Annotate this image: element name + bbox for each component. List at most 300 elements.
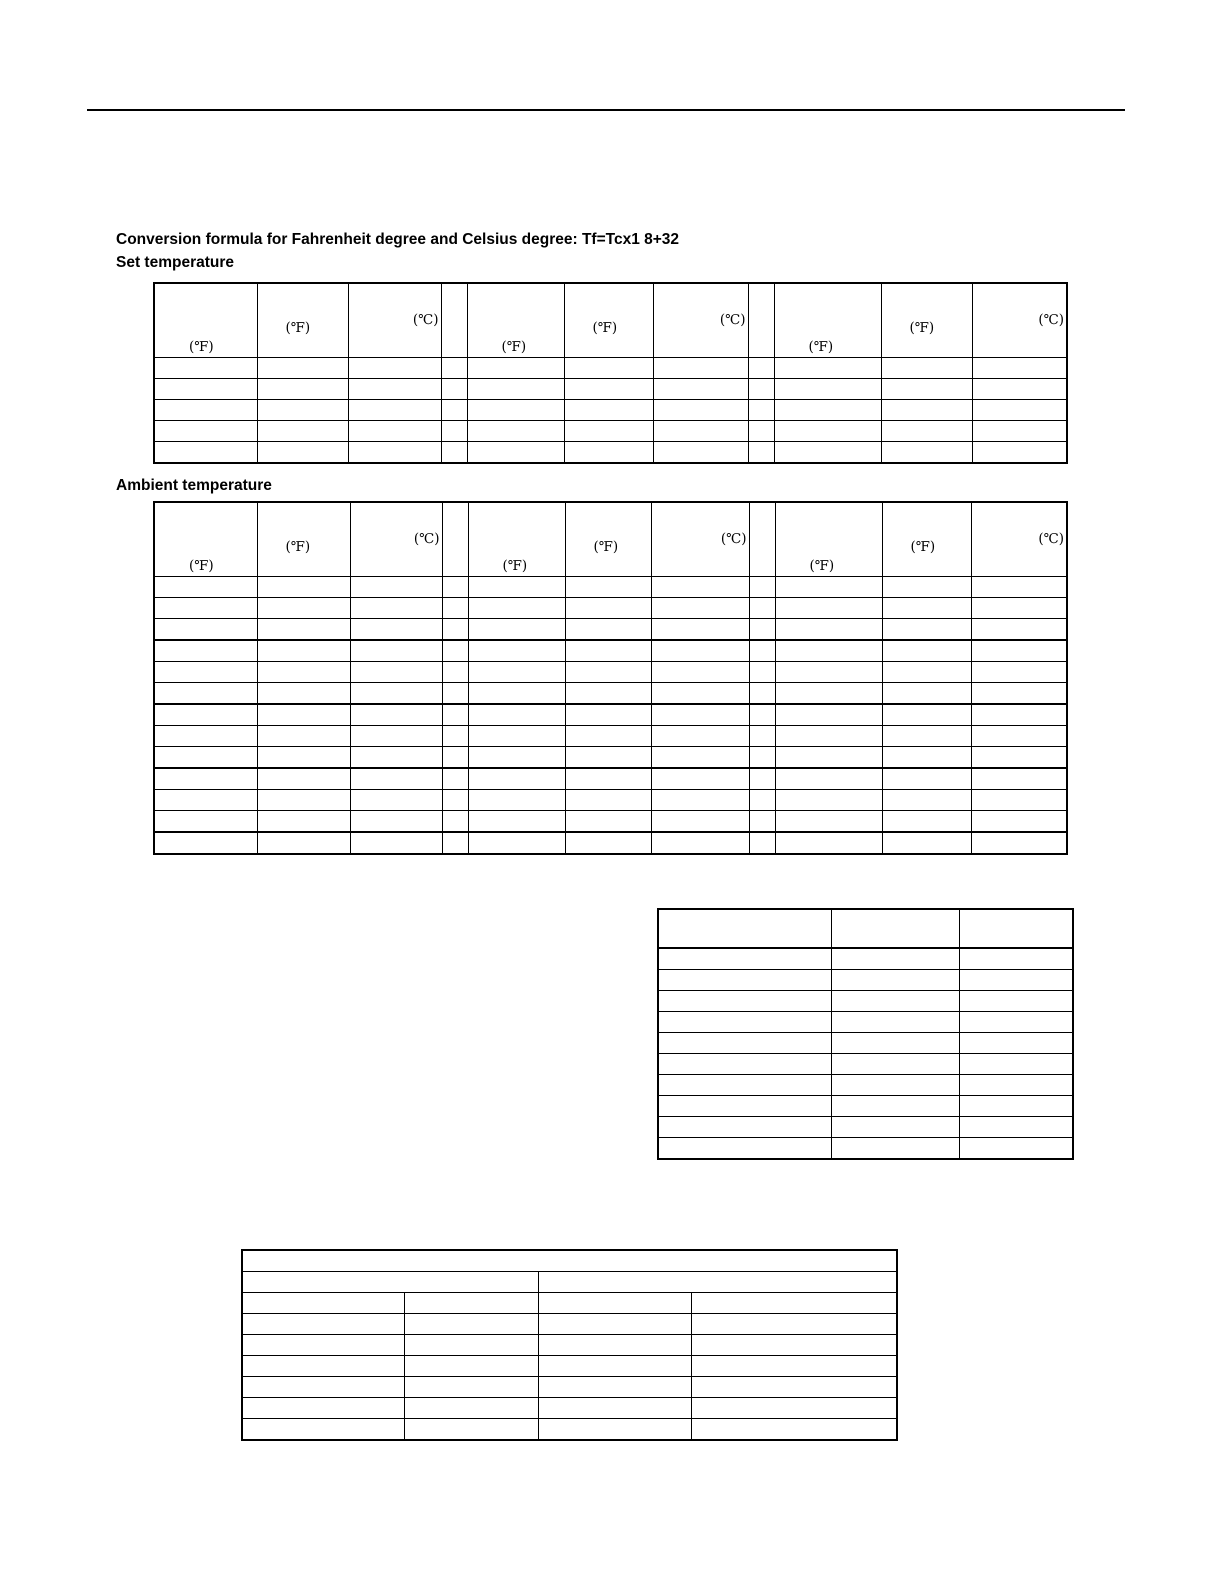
table-cell [257, 811, 350, 833]
table-cell [404, 1293, 538, 1314]
table-row [154, 379, 1067, 400]
table-cell [691, 1419, 897, 1441]
table-cell [257, 400, 348, 421]
table-cell [651, 811, 749, 833]
header-cell [154, 502, 257, 577]
table-cell [882, 832, 971, 854]
table-cell [467, 379, 564, 400]
column-gap [749, 726, 775, 747]
table-cell [468, 662, 565, 683]
table-cell [242, 1377, 404, 1398]
ambient-temperature-table [153, 501, 1068, 855]
table-cell [971, 598, 1067, 619]
header-cell [257, 502, 350, 577]
table-cell [468, 704, 565, 726]
table-cell [971, 704, 1067, 726]
column-gap [749, 704, 775, 726]
column-gap [441, 283, 467, 358]
table-cell [775, 662, 882, 683]
column-gap [749, 598, 775, 619]
table-cell [882, 811, 971, 833]
table-cell [971, 747, 1067, 769]
table-cell [831, 1012, 959, 1033]
header-cell [468, 502, 565, 577]
table-cell [658, 948, 831, 970]
column-gap [441, 358, 467, 379]
table-cell [348, 400, 441, 421]
table-cell [651, 598, 749, 619]
table-cell [691, 1314, 897, 1335]
table-cell [831, 1054, 959, 1075]
ambient-temperature-title: Ambient temperature [116, 477, 272, 494]
bottom-blank-table [241, 1249, 898, 1441]
column-gap [442, 811, 468, 833]
table-row [658, 948, 1073, 970]
table-cell [775, 619, 882, 641]
table-cell [651, 832, 749, 854]
column-gap [748, 421, 774, 442]
table-cell [971, 577, 1067, 598]
table-cell [565, 577, 651, 598]
bottom-table-body [242, 1293, 897, 1441]
table-cell [257, 577, 350, 598]
table-cell [775, 790, 882, 811]
table-cell [404, 1335, 538, 1356]
table-cell [154, 768, 257, 790]
table-row [658, 991, 1073, 1012]
table-cell [774, 379, 881, 400]
column-gap [749, 619, 775, 641]
header-cell [154, 283, 257, 358]
table-cell [959, 970, 1073, 991]
table-row [154, 662, 1067, 683]
fahrenheit-unit: (℉) [808, 339, 834, 355]
table-cell [350, 598, 442, 619]
fahrenheit-unit: (℉) [501, 339, 527, 355]
column-gap [749, 747, 775, 769]
table-cell [257, 768, 350, 790]
table-cell [468, 683, 565, 705]
table-cell [775, 768, 882, 790]
table-cell [971, 811, 1067, 833]
table-cell [658, 1096, 831, 1117]
table-cell [972, 379, 1067, 400]
table-cell [350, 747, 442, 769]
table-cell [653, 358, 748, 379]
table-cell [653, 379, 748, 400]
table-row [658, 1054, 1073, 1075]
table-cell [882, 619, 971, 641]
fahrenheit-unit: (℉) [189, 339, 214, 355]
table-cell [468, 832, 565, 854]
fahrenheit-unit: (℉) [502, 558, 528, 574]
table-cell [350, 768, 442, 790]
table-cell [154, 358, 257, 379]
table-cell [775, 598, 882, 619]
table-cell [831, 991, 959, 1012]
column-gap [442, 832, 468, 854]
table-cell [348, 442, 441, 464]
table-cell [651, 577, 749, 598]
table-cell [959, 1054, 1073, 1075]
table-cell [882, 598, 971, 619]
table-cell [971, 662, 1067, 683]
table-cell [882, 662, 971, 683]
header-cell [257, 283, 348, 358]
table-cell [775, 832, 882, 854]
table-row [242, 1356, 897, 1377]
header-cell [467, 283, 564, 358]
table-row [242, 1377, 897, 1398]
header-cell [348, 283, 441, 358]
set-temperature-header-row [154, 283, 1067, 358]
column-gap [441, 421, 467, 442]
table-cell [972, 358, 1067, 379]
table-row [154, 577, 1067, 598]
celsius-unit: (℃) [719, 312, 746, 328]
table-cell [831, 1117, 959, 1138]
table-row [242, 1419, 897, 1441]
table-cell [882, 683, 971, 705]
table-cell [658, 1075, 831, 1096]
table-cell [154, 400, 257, 421]
table-cell [775, 747, 882, 769]
table-cell [467, 421, 564, 442]
fahrenheit-unit: (℉) [285, 320, 311, 336]
table-cell [348, 379, 441, 400]
table-row [154, 358, 1067, 379]
table-cell [350, 662, 442, 683]
table-cell [154, 379, 257, 400]
table-cell [971, 832, 1067, 854]
table-cell [831, 948, 959, 970]
table-row [154, 832, 1067, 854]
table-cell [651, 662, 749, 683]
table-cell [154, 577, 257, 598]
table-cell [831, 1138, 959, 1160]
column-gap [749, 662, 775, 683]
table-cell [972, 421, 1067, 442]
table-cell [564, 379, 653, 400]
table-cell [154, 421, 257, 442]
table-cell [881, 358, 972, 379]
table-cell [882, 790, 971, 811]
table-row [154, 619, 1067, 641]
header-cell [565, 502, 651, 577]
column-gap [442, 619, 468, 641]
table-cell [971, 683, 1067, 705]
table-row [154, 726, 1067, 747]
table-cell [538, 1293, 691, 1314]
table-cell [565, 768, 651, 790]
column-gap [441, 400, 467, 421]
table-cell [881, 400, 972, 421]
column-gap [442, 577, 468, 598]
column-gap [749, 502, 775, 577]
table-cell [658, 1138, 831, 1160]
column-gap [442, 598, 468, 619]
table-cell [154, 619, 257, 641]
table-cell [257, 790, 350, 811]
header-cell [653, 283, 748, 358]
table-cell [242, 1314, 404, 1335]
table-cell [564, 442, 653, 464]
table-cell [565, 619, 651, 641]
table-cell [404, 1377, 538, 1398]
header-cell [774, 283, 881, 358]
table-cell [775, 577, 882, 598]
table-cell [972, 442, 1067, 464]
column-gap [442, 726, 468, 747]
table-row [658, 1075, 1073, 1096]
table-cell [565, 662, 651, 683]
column-gap [748, 442, 774, 464]
table-cell [350, 683, 442, 705]
table-cell [565, 811, 651, 833]
column-gap [442, 683, 468, 705]
table-cell [971, 619, 1067, 641]
table-cell [651, 619, 749, 641]
table-cell [774, 400, 881, 421]
table-cell [882, 747, 971, 769]
table-cell [658, 1033, 831, 1054]
celsius-unit: (℃) [1038, 312, 1064, 328]
table-cell [565, 640, 651, 662]
table-cell [154, 726, 257, 747]
title-cell [242, 1250, 897, 1272]
set-temperature-table [153, 282, 1068, 464]
table-row [658, 1033, 1073, 1054]
table-cell [653, 421, 748, 442]
table-cell [257, 421, 348, 442]
table-cell [691, 1377, 897, 1398]
table-cell [775, 640, 882, 662]
table-cell [959, 991, 1073, 1012]
header-cell [972, 283, 1067, 358]
header-cell [959, 909, 1073, 948]
top-rule [87, 109, 1125, 111]
fahrenheit-unit: (℉) [592, 320, 618, 336]
table-row [658, 970, 1073, 991]
table-cell [972, 400, 1067, 421]
table-cell [257, 747, 350, 769]
table-cell [653, 400, 748, 421]
table-cell [468, 598, 565, 619]
table-cell [651, 704, 749, 726]
table-cell [882, 704, 971, 726]
table-row [154, 811, 1067, 833]
table-cell [468, 619, 565, 641]
table-row [154, 790, 1067, 811]
table-row [658, 1138, 1073, 1160]
column-gap [749, 640, 775, 662]
table-cell [565, 832, 651, 854]
celsius-unit: (℃) [1038, 531, 1064, 547]
fahrenheit-unit: (℉) [910, 539, 936, 555]
table-cell [350, 577, 442, 598]
table-row [154, 421, 1067, 442]
table-row [154, 640, 1067, 662]
conversion-formula: Conversion formula for Fahrenheit degree and Celsius degree: Tf=Tcx1 8+32 [116, 231, 680, 248]
table-cell [468, 640, 565, 662]
table-cell [154, 598, 257, 619]
table-cell [538, 1335, 691, 1356]
celsius-unit: (℃) [720, 531, 747, 547]
table-cell [404, 1314, 538, 1335]
table-cell [959, 1117, 1073, 1138]
table-cell [775, 683, 882, 705]
bottom-table-title-row [242, 1250, 897, 1272]
fahrenheit-unit: (℉) [285, 539, 311, 555]
table-cell [831, 1096, 959, 1117]
celsius-unit: (℃) [413, 531, 440, 547]
table-cell [971, 726, 1067, 747]
table-cell [971, 640, 1067, 662]
table-cell [468, 790, 565, 811]
table-cell [467, 442, 564, 464]
table-cell [154, 662, 257, 683]
column-gap [749, 768, 775, 790]
table-cell [565, 704, 651, 726]
table-cell [467, 400, 564, 421]
table-cell [154, 640, 257, 662]
fahrenheit-unit: (℉) [593, 539, 619, 555]
table-cell [257, 726, 350, 747]
table-cell [404, 1356, 538, 1377]
group-cell [242, 1272, 538, 1293]
header-cell [651, 502, 749, 577]
fahrenheit-unit: (℉) [189, 558, 214, 574]
table-cell [774, 442, 881, 464]
table-cell [565, 683, 651, 705]
table-cell [154, 683, 257, 705]
header-cell [881, 283, 972, 358]
table-cell [881, 379, 972, 400]
column-gap [748, 379, 774, 400]
header-cell [882, 502, 971, 577]
column-gap [749, 790, 775, 811]
table-cell [350, 832, 442, 854]
column-gap [442, 747, 468, 769]
header-cell [971, 502, 1067, 577]
right-table-body [658, 948, 1073, 1159]
table-cell [348, 421, 441, 442]
table-cell [154, 442, 257, 464]
table-row [154, 400, 1067, 421]
table-row [658, 1012, 1073, 1033]
fahrenheit-unit: (℉) [909, 320, 935, 336]
table-cell [468, 747, 565, 769]
column-gap [441, 442, 467, 464]
table-cell [242, 1335, 404, 1356]
table-row [242, 1335, 897, 1356]
right-blank-table [657, 908, 1074, 1160]
table-cell [971, 790, 1067, 811]
table-cell [959, 948, 1073, 970]
column-gap [442, 662, 468, 683]
table-cell [882, 768, 971, 790]
table-cell [691, 1398, 897, 1419]
table-cell [959, 1096, 1073, 1117]
table-cell [651, 683, 749, 705]
table-row [242, 1398, 897, 1419]
table-cell [350, 726, 442, 747]
table-cell [404, 1398, 538, 1419]
table-cell [658, 991, 831, 1012]
table-cell [774, 421, 881, 442]
table-cell [538, 1419, 691, 1441]
table-cell [653, 442, 748, 464]
table-cell [658, 1012, 831, 1033]
table-cell [882, 726, 971, 747]
table-cell [882, 577, 971, 598]
table-cell [468, 768, 565, 790]
table-cell [154, 747, 257, 769]
right-table-header-row [658, 909, 1073, 948]
table-cell [959, 1012, 1073, 1033]
table-cell [565, 747, 651, 769]
table-cell [774, 358, 881, 379]
table-cell [691, 1356, 897, 1377]
column-gap [442, 502, 468, 577]
set-temperature-body [154, 358, 1067, 464]
table-cell [242, 1398, 404, 1419]
group-cell [538, 1272, 897, 1293]
table-cell [691, 1335, 897, 1356]
table-cell [651, 747, 749, 769]
table-cell [959, 1138, 1073, 1160]
table-cell [775, 704, 882, 726]
column-gap [748, 358, 774, 379]
ambient-temperature-header-row [154, 502, 1067, 577]
table-cell [881, 421, 972, 442]
table-cell [468, 726, 565, 747]
table-row [154, 442, 1067, 464]
column-gap [749, 811, 775, 833]
table-cell [257, 442, 348, 464]
table-cell [348, 358, 441, 379]
table-cell [564, 400, 653, 421]
column-gap [441, 379, 467, 400]
table-cell [257, 832, 350, 854]
table-cell [565, 726, 651, 747]
celsius-unit: (℃) [412, 312, 439, 328]
column-gap [442, 768, 468, 790]
table-cell [404, 1419, 538, 1441]
header-cell [775, 502, 882, 577]
table-cell [658, 1117, 831, 1138]
table-cell [971, 768, 1067, 790]
table-cell [242, 1356, 404, 1377]
table-cell [468, 811, 565, 833]
table-cell [959, 1075, 1073, 1096]
table-cell [775, 811, 882, 833]
table-cell [959, 1033, 1073, 1054]
table-cell [350, 619, 442, 641]
table-cell [658, 1054, 831, 1075]
table-cell [257, 358, 348, 379]
table-cell [565, 598, 651, 619]
column-gap [748, 400, 774, 421]
table-cell [242, 1293, 404, 1314]
table-cell [651, 640, 749, 662]
table-cell [467, 358, 564, 379]
table-cell [651, 726, 749, 747]
table-cell [538, 1314, 691, 1335]
table-cell [242, 1419, 404, 1441]
table-cell [257, 379, 348, 400]
table-row [658, 1117, 1073, 1138]
